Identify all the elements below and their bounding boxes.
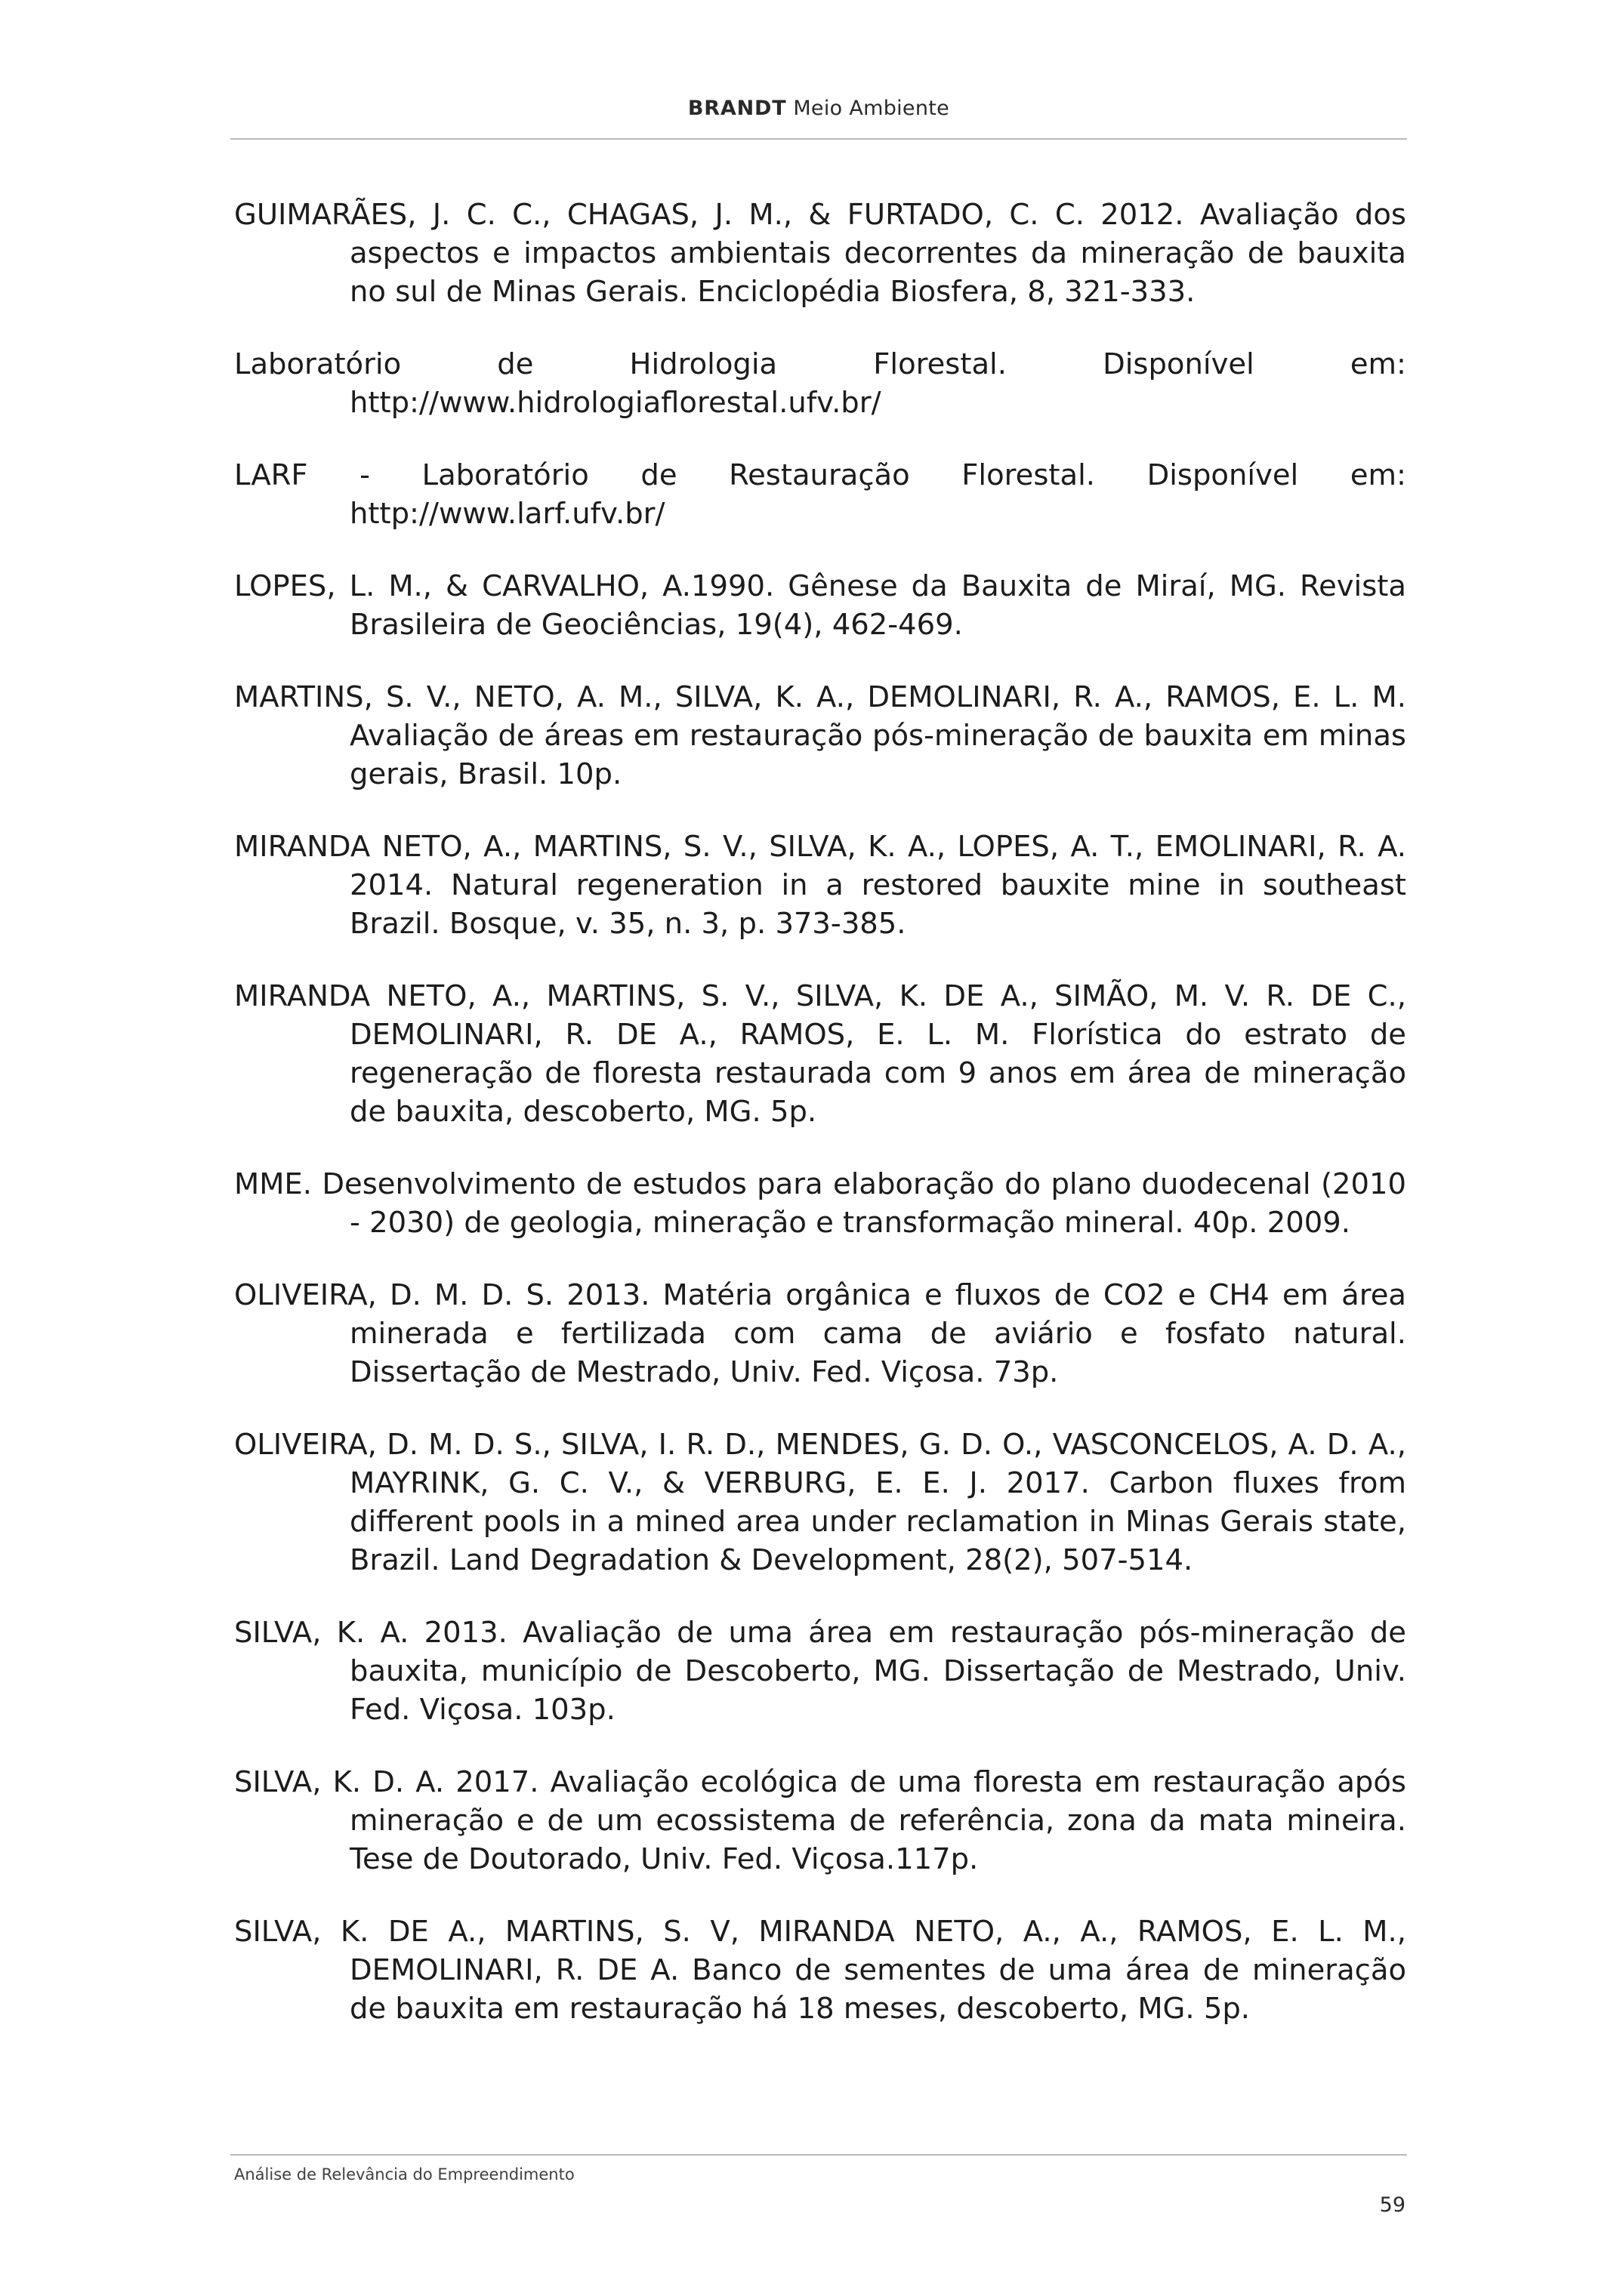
reference-text: GUIMARÃES, J. C. C., CHAGAS, J. M., & FURTADO, C. C. 2012. Avaliação dos aspectos e impactos ambientais decorrentes da mineração de bauxita no sul de Minas Gerais. Enciclopédia Biosfera, 8, 321-333. — [234, 198, 1406, 309]
reference-text: SILVA, K. DE A., MARTINS, S. V, MIRANDA NETO, A., A., RAMOS, E. L. M., DEMOLINARI, R. DE A. Banco de sementes de uma área de mineração de bauxita em restauração há 18 meses, descoberto, MG. 5p. — [234, 1915, 1406, 2026]
reference-entry — [234, 1912, 1406, 2028]
reference-entry — [234, 1425, 1406, 1579]
reference-entry — [234, 567, 1406, 644]
header-divider — [230, 138, 1407, 140]
reference-text: Laboratório de Hidrologia Florestal. Disponível em: — [234, 347, 1406, 381]
reference-entry — [234, 678, 1406, 794]
reference-text: LOPES, L. M., & CARVALHO, A.1990. Gênese da Bauxita de Miraí, MG. Revista Brasileira de Geociências, 19(4), 462-469. — [234, 569, 1406, 642]
reference-entry — [234, 456, 1406, 533]
page-header — [230, 97, 1407, 120]
reference-entry — [234, 1613, 1406, 1729]
reference-url: http://www.larf.ufv.br/ — [350, 497, 665, 531]
reference-text: MARTINS, S. V., NETO, A. M., SILVA, K. A., DEMOLINARI, R. A., RAMOS, E. L. M. Avaliação de áreas em restauração pós-mineração de bauxita em minas gerais, Brasil. 10p. — [234, 680, 1406, 791]
reference-entry — [234, 1165, 1406, 1242]
reference-text: MIRANDA NETO, A., MARTINS, S. V., SILVA, K. A., LOPES, A. T., EMOLINARI, R. A. 2014. Natural regeneration in a restored bauxite mine in southeast Brazil. Bosque, v. 35, n. 3, p. 373-385. — [234, 830, 1406, 941]
reference-text: OLIVEIRA, D. M. D. S. 2013. Matéria orgânica e fluxos de CO2 e CH4 em área minerada e fertilizada com cama de aviário e fosfato natural. Dissertação de Mestrado, Univ. Fed. Viçosa. 73p. — [234, 1278, 1406, 1389]
reference-entry — [234, 977, 1406, 1131]
footer-divider — [230, 2154, 1407, 2156]
reference-text: OLIVEIRA, D. M. D. S., SILVA, I. R. D., MENDES, G. D. O., VASCONCELOS, A. D. A., MAYRINK, G. C. V., & VERBURG, E. E. J. 2017. Carbon fluxes from different pools in a mined area under reclamation in Minas Gerais state, Brazil. Land Degradation & Development, 28(2), 507-514. — [234, 1428, 1406, 1577]
reference-text: MME. Desenvolvimento de estudos para elaboração do plano duodecenal (2010 - 2030) de geologia, mineração e transformação mineral. 40p. 2009. — [234, 1167, 1406, 1240]
reference-entry — [234, 1276, 1406, 1391]
reference-entry — [234, 196, 1406, 311]
reference-list — [234, 196, 1406, 2062]
reference-text: LARF - Laboratório de Restauração Florestal. Disponível em: — [234, 458, 1406, 492]
reference-entry — [234, 345, 1406, 422]
reference-text: SILVA, K. A. 2013. Avaliação de uma área em restauração pós-mineração de bauxita, município de Descoberto, MG. Dissertação de Mestrado, Univ. Fed. Viçosa. 103p. — [234, 1616, 1406, 1727]
reference-url: http://www.hidrologiaflorestal.ufv.br/ — [350, 386, 881, 420]
footer-document-title: Análise de Relevância do Empreendimento — [234, 2165, 575, 2184]
page-number: 59 — [1379, 2193, 1405, 2217]
reference-text: MIRANDA NETO, A., MARTINS, S. V., SILVA, K. DE A., SIMÃO, M. V. R. DE C., DEMOLINARI, R. DE A., RAMOS, E. L. M. Florística do estrato de regeneração de floresta restaurada com 9 anos em área de mineração de bauxita, descoberto, MG. 5p. — [234, 979, 1406, 1129]
header-subtitle: Meio Ambiente — [793, 97, 950, 120]
header-brand: BRANDT — [687, 97, 787, 120]
reference-text: SILVA, K. D. A. 2017. Avaliação ecológica de uma floresta em restauração após mineração e de um ecossistema de referência, zona da mata mineira. Tese de Doutorado, Univ. Fed. Viçosa.117p. — [234, 1765, 1406, 1876]
reference-entry — [234, 1763, 1406, 1878]
reference-entry — [234, 827, 1406, 943]
